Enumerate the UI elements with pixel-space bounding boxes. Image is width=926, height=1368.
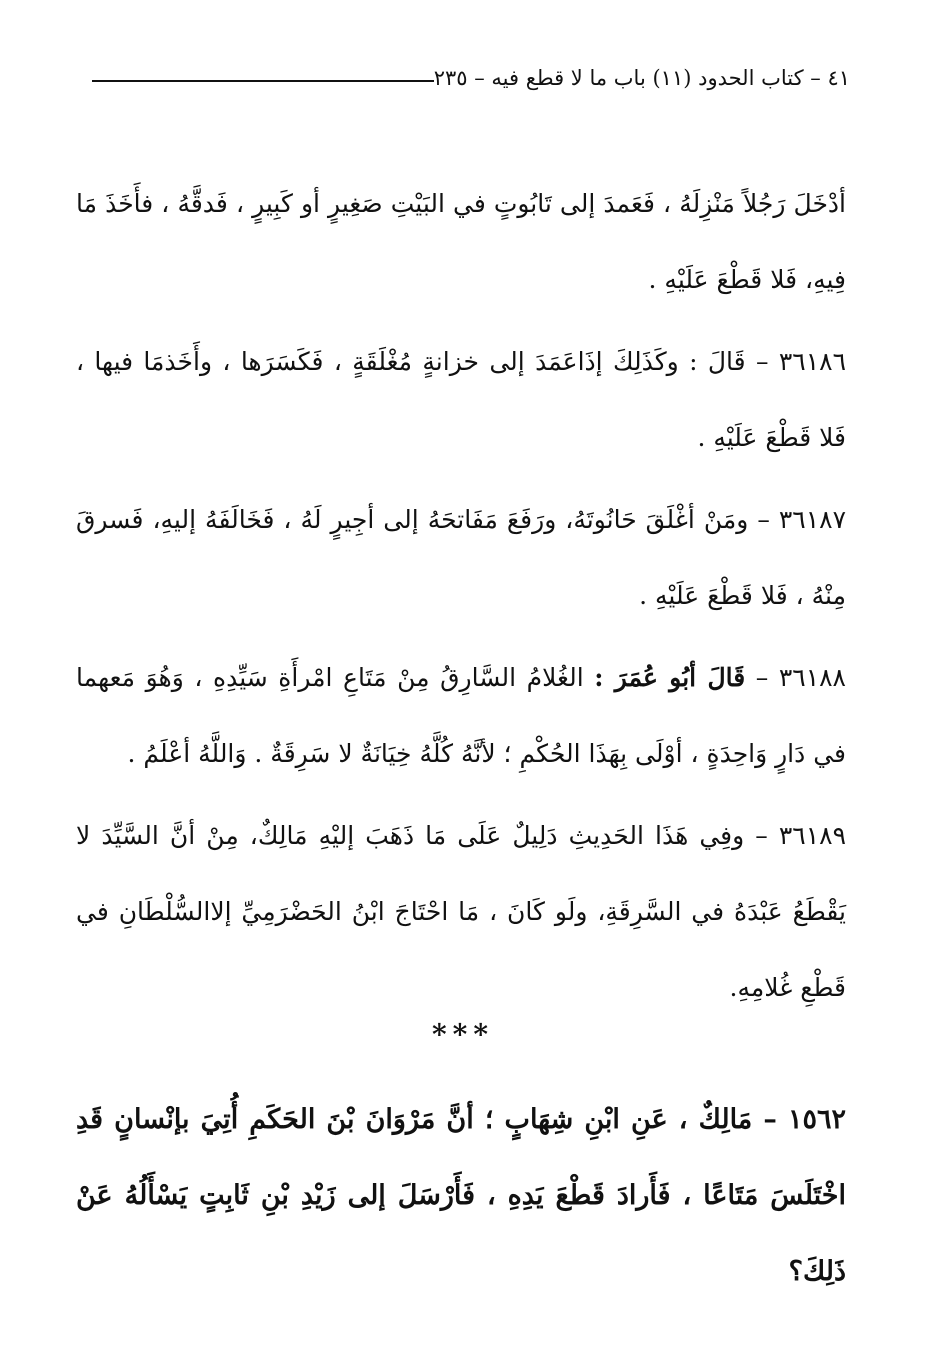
paragraph-text: وفِي هَذَا الحَدِيثِ دَلِيلٌ عَلَى مَا ذَهَبَ إليْهِ مَالِكٌ، مِنْ أنَّ السَّيِّدَ لا يَقْطَعُ عَبْدَهُ في السَّرِقَةِ، ولَو كَانَ ، مَا احْتَاجَ ابْنُ الحَضْرَمِيِّ إلاالسُّلْطَانِ في قَطْعِ غُلامِهِ.: [76, 821, 846, 1002]
paragraph-36189: [76, 798, 846, 1026]
running-header: [70, 58, 850, 98]
paragraph-text: الغُلامُ السَّارِقُ مِنْ مَتَاعِ امْرأَةِ سَيِّدِهِ ، وَهُوَ مَعهما في دَارٍ وَاحِدَةٍ ، أوْلَى بِهَذَا الحُكْمِ ؛ لأنَّهُ كُلَّهُ خِيَانَةٌ لا سَرِقَةٌ . وَاللَّهُ أعْلَمُ .: [76, 663, 846, 768]
paragraph-36187: [76, 482, 846, 634]
paragraph-continuation: [76, 166, 846, 318]
header-rule: [92, 80, 434, 82]
main-text: [76, 166, 846, 1026]
paragraph-dash: –: [755, 821, 768, 850]
hadith-dash: –: [763, 1104, 777, 1135]
paragraph-number: ٣٦١٨٩: [778, 821, 846, 850]
paragraph-number: ٣٦١٨٦: [778, 347, 847, 376]
paragraph-dash: –: [755, 663, 769, 692]
hadith-number: ١٥٦٢: [788, 1104, 847, 1135]
speaker-name: قَالَ أبُو عُمَرَ :: [594, 663, 746, 692]
paragraph-text: قَالَ : وكَذَلِكَ إذَاعَمَدَ إلى خزانةٍ مُغْلَقَةٍ ، فَكَسَرَها ، وأَخَذمَا فيها ، فَلا قَطْعَ عَلَيْهِ .: [76, 347, 846, 452]
paragraph-36188: [76, 640, 846, 792]
paragraph-number: ٣٦١٨٧: [778, 505, 846, 534]
paragraph-number: ٣٦١٨٨: [778, 663, 846, 692]
section-separator: ***: [432, 1018, 494, 1051]
paragraph-text: أدْخَلَ رَجُلاً مَنْزِلَهُ ، فَعَمدَ إلى تَابُوتٍ في البَيْتِ صَغِيرٍ أو كَبِيرٍ ، فَدقَّهُ ، فأَخَذَ مَا فِيهِ، فَلا قَطْعَ عَلَيْهِ .: [76, 189, 846, 294]
header-title: ٤١ – كتاب الحدود (١١) باب ما لا قطع فيه – ٢٣٥: [433, 66, 850, 90]
hadith-text: مَالِكٌ ، عَنِ ابْنِ شِهَابٍ ؛ أنَّ مَرْوَانَ بْنَ الحَكَمِ أُتِيَ بإنْسانٍ قَدِ اخْتَلَسَ مَتَاعًا ، فَأَرادَ قَطْعَ يَدِهِ ، فَأَرْسَلَ إلى زَيْدِ بْنِ ثَابِتٍ يَسْأَلُهُ عَنْ ذَلِكَ؟: [76, 1104, 846, 1287]
paragraph-36186: [76, 324, 846, 476]
paragraph-dash: –: [757, 505, 770, 534]
hadith-1562: [76, 1082, 846, 1310]
paragraph-dash: –: [756, 347, 769, 376]
paragraph-text: ومَنْ أغْلَقَ حَانُوتَهُ، ورَفَعَ مَفَاتحَهُ إلى أجِيرٍ لَهُ ، فَخَالَفَهُ إليهِ، فَسرقَ مِنْهُ ، فَلا قَطْعَ عَلَيْهِ .: [76, 505, 846, 610]
